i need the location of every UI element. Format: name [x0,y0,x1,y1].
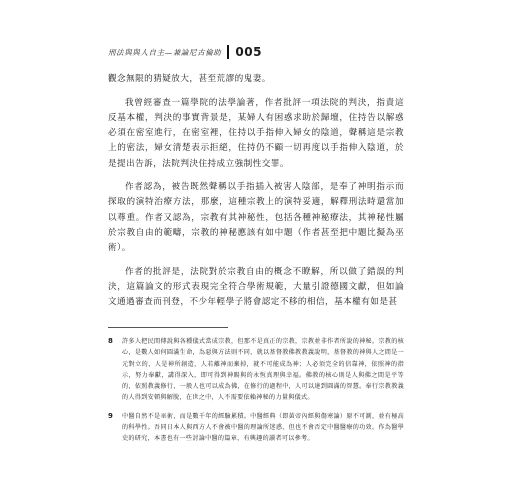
page-number: 005 [235,45,262,59]
footnote-mark: 9 [108,411,114,420]
main-text [108,72,404,310]
footnote-mark: 8 [108,337,114,345]
running-header [108,44,418,60]
footnotes [108,336,404,445]
running-header-title: 刑法與與人自主—兼論尼古倫助 [108,47,222,57]
footnote-text: 中醫自然不是巫術，而是數千年的經驗累積。中醫經典（即黃帝內經與傷寒論）原不可測，並有極高的科學性。吾同日本人與西方人不會被中醫的理論所迷惑，但也不會否定中醫醫療的功效。作為醫學史的研究，本書也有一些討論中醫的篇章，有興趣的讀者可以參考。 [122,412,404,443]
paragraph: 作者的批評是，法院對於宗教自由的概念不瞭解，所以做了錯誤的判決，這篇論文的形式表現完全符合學術規範，大量引證德國文獻，但如論文通過審查而刊登，不少年輕學子將會認定不移的相信，基本權有如是甚 [108,266,404,308]
footnote-8 [108,336,404,404]
paragraph-continued: 觀念無限的猜疑放大，甚至荒謬的鬼妻。 [108,74,271,84]
header-divider [227,45,229,59]
footnote-9 [108,411,404,445]
paragraph: 我曾經審查一篇學院的法學論著，作者批評一項法院的判決，指責這反基本權，判決的事實背景是，某婦人有困惑求助於歸壇，住持告以解惑必須在密室進行，在密室裡，住持以手指伸入婦女的陰道，聲稱這是宗教上的密法，婦女清楚表示拒絕，住持仍不顧一切再度以手指伸入陰道，於是提出告訴，法院判決住持成立強制性交罪。 [108,97,404,169]
footnote-text: 許多人把民間傳說與各種儀式當成宗教，但那不是真正的宗教，宗教並非作者所說的神秘。宗教的核心，是數人如何圓滿生命，為惡與方法則不同，就以基督教佛教教義說明，基督教的神與人之間是一元對立的，人是神所創造，人若離神而棄掉，就不可能成為神；人必須完全的信靠神，依照神的指示，努力奉獻，講得深入，即可得到神賜與的永恆真理與幸福。佛教的核心則是人與佛之間是平等的，依照教義修行，一般人也可以成為佛，在修行的過程中，人可以達到圓滿的智慧。奉行宗教教義的人得到安頓與解脫，在世之中，人不需要依賴神秘的力量與儀式。 [122,338,404,402]
paragraph: 作者認為，被告既然聲稱以手指插入被害人陰部，是奉了神明指示而探取的演特治療方法，那麼，這種宗教上的演特妥適，解釋刑法時還當加以尊重。作者又認為，宗教有其神秘性，包括各種神秘療法，其神秘性屬於宗教自由的範疇，宗教的神秘應該有如中題（作者甚至把中題比擬為巫術）。 [108,182,404,254]
footnote-divider [108,327,228,328]
